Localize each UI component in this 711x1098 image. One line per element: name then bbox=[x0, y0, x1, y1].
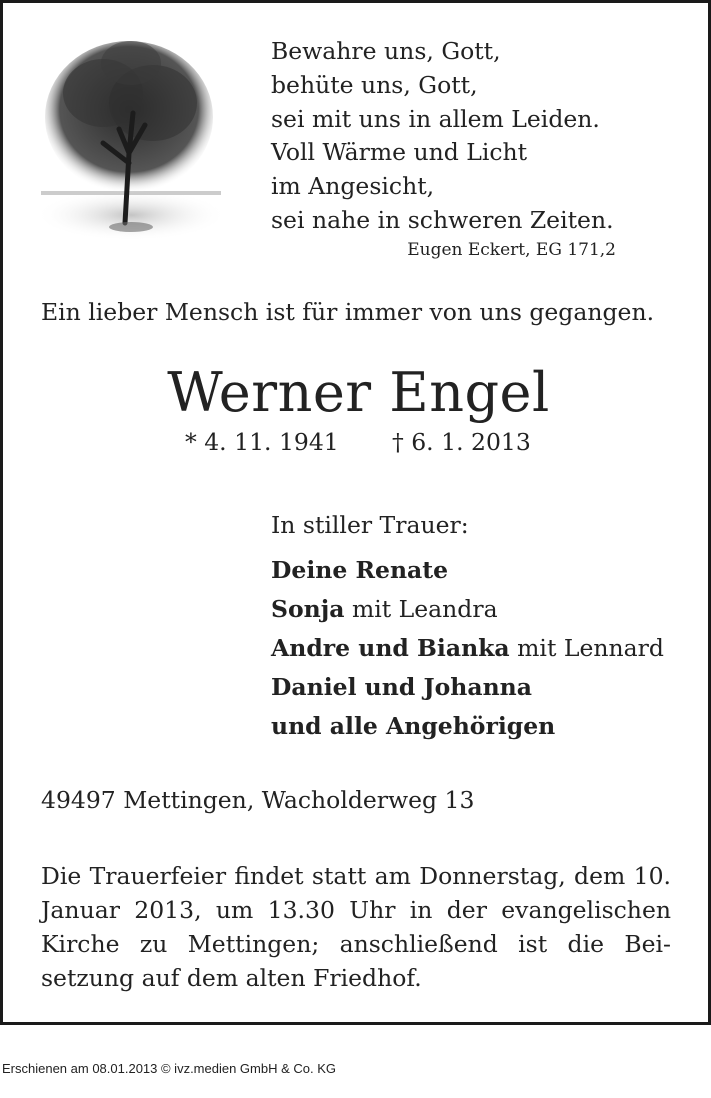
poem-line: Voll Wärme und Licht bbox=[271, 138, 528, 167]
poem-line: sei mit uns in allem Leiden. bbox=[271, 104, 600, 133]
poem bbox=[271, 35, 614, 238]
list-item bbox=[271, 668, 664, 707]
birth-date: * 4. 11. 1941 bbox=[185, 428, 339, 456]
list-item bbox=[271, 629, 664, 668]
mourners-list bbox=[271, 551, 664, 746]
list-item bbox=[271, 551, 664, 590]
poem-author: Eugen Eckert, EG 171,2 bbox=[407, 240, 616, 260]
mourner-name: Deine Renate bbox=[271, 556, 449, 584]
mourner-name: und alle Angehörigen bbox=[271, 712, 556, 740]
poem-line: behüte uns, Gott, bbox=[271, 70, 478, 99]
death-date: † 6. 1. 2013 bbox=[392, 428, 531, 456]
service-text: Die Trauerfeier findet statt am Donnerstag, dem 10. Januar 2013, um 13.30 Uhr in der evangelischen Kirche zu Mettingen; anschließend ist die Bei-setzung auf dem alten Friedhof. bbox=[41, 862, 671, 992]
address: 49497 Mettingen, Wacholderweg 13 bbox=[41, 786, 475, 814]
list-item bbox=[271, 590, 664, 629]
mourner-extra: mit Leandra bbox=[344, 595, 498, 623]
tree-icon bbox=[33, 33, 229, 245]
list-item bbox=[271, 707, 664, 746]
mourner-name: Sonja bbox=[271, 595, 345, 623]
poem-line: im Angesicht, bbox=[271, 172, 435, 201]
poem-line: Bewahre uns, Gott, bbox=[271, 37, 501, 65]
poem-line: sei nahe in schweren Zeiten. bbox=[271, 205, 614, 234]
mourner-name: Daniel und Johanna bbox=[271, 673, 532, 701]
deceased-name: Werner Engel bbox=[167, 361, 550, 424]
publication-footer: Erschienen am 08.01.2013 © ivz.medien GmbH & Co. KG bbox=[2, 1061, 337, 1076]
mourner-extra: mit Lennard bbox=[509, 634, 664, 662]
mourning-heading: In stiller Trauer: bbox=[271, 511, 469, 539]
mourner-name: Andre und Bianka bbox=[271, 634, 510, 662]
intro-text: Ein lieber Mensch ist für immer von uns gegangen. bbox=[41, 298, 655, 326]
